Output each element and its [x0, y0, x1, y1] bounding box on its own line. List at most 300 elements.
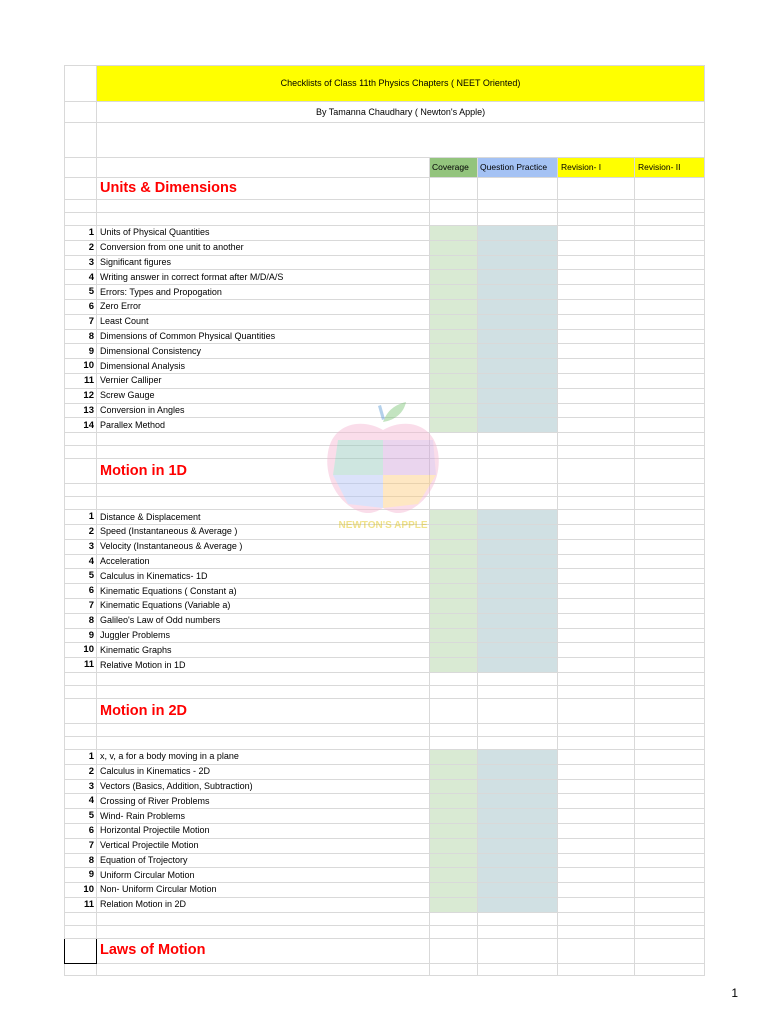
item-number: 13 [65, 403, 97, 418]
revision-1-cell[interactable] [558, 569, 635, 584]
question-practice-cell[interactable] [478, 598, 558, 613]
coverage-cell[interactable] [430, 373, 478, 388]
revision-2-cell[interactable] [635, 240, 705, 255]
empty-cell[interactable] [558, 912, 635, 925]
revision-1-cell[interactable] [558, 418, 635, 433]
empty-cell[interactable] [430, 484, 478, 497]
empty-cell[interactable] [65, 200, 97, 213]
revision-1-cell[interactable] [558, 809, 635, 824]
empty-cell[interactable] [478, 213, 558, 226]
revision-1-cell[interactable] [558, 613, 635, 628]
empty-cell[interactable] [430, 685, 478, 698]
item-topic: Speed (Instantaneous & Average ) [97, 524, 430, 539]
revision-2-cell[interactable] [635, 764, 705, 779]
revision-1-cell[interactable] [558, 749, 635, 764]
empty-cell[interactable] [65, 484, 97, 497]
question-practice-cell[interactable] [478, 643, 558, 658]
empty-cell[interactable] [430, 672, 478, 685]
revision-1-cell[interactable] [558, 764, 635, 779]
empty-cell[interactable] [635, 433, 705, 446]
item-topic: Non- Uniform Circular Motion [97, 883, 430, 898]
empty-cell[interactable] [97, 497, 430, 510]
empty-cell[interactable] [635, 497, 705, 510]
revision-2-cell[interactable] [635, 628, 705, 643]
question-practice-cell[interactable] [478, 554, 558, 569]
item-number: 5 [65, 809, 97, 824]
revision-1-cell[interactable] [558, 285, 635, 300]
revision-2-cell[interactable] [635, 510, 705, 525]
empty-cell[interactable] [558, 200, 635, 213]
empty-cell[interactable] [558, 685, 635, 698]
revision-2-cell[interactable] [635, 838, 705, 853]
question-practice-cell[interactable] [478, 359, 558, 374]
revision-1-cell[interactable] [558, 823, 635, 838]
revision-2-cell[interactable] [635, 613, 705, 628]
question-practice-cell[interactable] [478, 329, 558, 344]
empty-cell[interactable] [97, 433, 430, 446]
empty-cell[interactable] [478, 178, 558, 200]
item-number: 2 [65, 764, 97, 779]
coverage-cell[interactable] [430, 658, 478, 673]
revision-2-cell[interactable] [635, 868, 705, 883]
question-practice-cell[interactable] [478, 658, 558, 673]
revision-1-cell[interactable] [558, 628, 635, 643]
coverage-cell[interactable] [430, 569, 478, 584]
revision-2-cell[interactable] [635, 584, 705, 599]
empty-cell[interactable] [430, 178, 478, 200]
coverage-cell[interactable] [430, 779, 478, 794]
empty-cell[interactable] [635, 925, 705, 938]
empty-cell[interactable] [97, 484, 430, 497]
revision-2-cell[interactable] [635, 403, 705, 418]
question-practice-cell[interactable] [478, 883, 558, 898]
empty-cell[interactable] [635, 685, 705, 698]
question-practice-cell[interactable] [478, 838, 558, 853]
item-topic: Units of Physical Quantities [97, 226, 430, 241]
revision-1-cell[interactable] [558, 403, 635, 418]
revision-2-cell[interactable] [635, 809, 705, 824]
empty-cell[interactable] [635, 446, 705, 459]
empty-cell[interactable] [478, 938, 558, 963]
revision-1-cell[interactable] [558, 868, 635, 883]
coverage-cell[interactable] [430, 613, 478, 628]
empty-cell[interactable] [635, 938, 705, 963]
empty-cell[interactable] [635, 213, 705, 226]
empty-cell[interactable] [65, 123, 97, 158]
blank-row [65, 925, 705, 938]
empty-cell[interactable] [430, 446, 478, 459]
revision-2-cell[interactable] [635, 329, 705, 344]
empty-cell[interactable] [635, 736, 705, 749]
empty-cell[interactable] [430, 200, 478, 213]
coverage-cell[interactable] [430, 794, 478, 809]
coverage-cell[interactable] [430, 598, 478, 613]
revision-2-cell[interactable] [635, 373, 705, 388]
empty-cell[interactable] [558, 963, 635, 975]
empty-cell[interactable] [558, 459, 635, 484]
revision-1-cell[interactable] [558, 344, 635, 359]
empty-cell[interactable] [97, 925, 430, 938]
question-practice-cell[interactable] [478, 255, 558, 270]
revision-2-cell[interactable] [635, 524, 705, 539]
empty-cell[interactable] [65, 912, 97, 925]
revision-1-cell[interactable] [558, 299, 635, 314]
empty-cell[interactable] [65, 158, 97, 178]
revision-1-cell[interactable] [558, 524, 635, 539]
empty-cell[interactable] [97, 123, 705, 158]
coverage-cell[interactable] [430, 329, 478, 344]
item-number: 7 [65, 838, 97, 853]
revision-2-cell[interactable] [635, 883, 705, 898]
item-number: 2 [65, 240, 97, 255]
revision-2-cell[interactable] [635, 226, 705, 241]
empty-cell[interactable] [558, 433, 635, 446]
item-topic: x, v, a for a body moving in a plane [97, 749, 430, 764]
question-practice-cell[interactable] [478, 779, 558, 794]
empty-cell[interactable] [430, 925, 478, 938]
empty-cell[interactable] [558, 736, 635, 749]
revision-2-cell[interactable] [635, 779, 705, 794]
coverage-cell[interactable] [430, 299, 478, 314]
question-practice-cell[interactable] [478, 628, 558, 643]
revision-2-cell[interactable] [635, 823, 705, 838]
question-practice-cell[interactable] [478, 569, 558, 584]
empty-cell[interactable] [478, 446, 558, 459]
question-practice-cell[interactable] [478, 539, 558, 554]
empty-cell[interactable] [635, 912, 705, 925]
revision-1-column-header[interactable]: Revision- I [558, 158, 635, 178]
empty-cell[interactable] [635, 723, 705, 736]
coverage-cell[interactable] [430, 897, 478, 912]
empty-cell[interactable] [430, 497, 478, 510]
empty-cell[interactable] [558, 698, 635, 723]
empty-cell[interactable] [478, 912, 558, 925]
blank-row [65, 912, 705, 925]
empty-cell[interactable] [97, 723, 430, 736]
revision-1-cell[interactable] [558, 779, 635, 794]
empty-cell[interactable] [558, 178, 635, 200]
revision-1-cell[interactable] [558, 388, 635, 403]
item-topic: Uniform Circular Motion [97, 868, 430, 883]
coverage-cell[interactable] [430, 226, 478, 241]
coverage-cell[interactable] [430, 359, 478, 374]
coverage-cell[interactable] [430, 539, 478, 554]
empty-cell[interactable] [558, 938, 635, 963]
revision-2-cell[interactable] [635, 285, 705, 300]
revision-2-column-header[interactable]: Revision- II [635, 158, 705, 178]
question-practice-cell[interactable] [478, 299, 558, 314]
revision-1-cell[interactable] [558, 643, 635, 658]
checklist-row [65, 510, 705, 525]
coverage-cell[interactable] [430, 388, 478, 403]
empty-cell[interactable] [478, 723, 558, 736]
coverage-cell[interactable] [430, 403, 478, 418]
coverage-cell[interactable] [430, 764, 478, 779]
empty-cell[interactable] [558, 672, 635, 685]
revision-1-cell[interactable] [558, 510, 635, 525]
question-practice-cell[interactable] [478, 584, 558, 599]
empty-cell[interactable] [65, 925, 97, 938]
item-number: 4 [65, 794, 97, 809]
empty-cell[interactable] [430, 698, 478, 723]
revision-2-cell[interactable] [635, 299, 705, 314]
checklist-row [65, 569, 705, 584]
empty-cell[interactable] [65, 938, 97, 963]
coverage-cell[interactable] [430, 285, 478, 300]
revision-2-cell[interactable] [635, 388, 705, 403]
item-number: 11 [65, 373, 97, 388]
revision-1-cell[interactable] [558, 554, 635, 569]
revision-2-cell[interactable] [635, 539, 705, 554]
revision-2-cell[interactable] [635, 658, 705, 673]
revision-2-cell[interactable] [635, 794, 705, 809]
empty-cell[interactable] [635, 459, 705, 484]
question-practice-cell[interactable] [478, 764, 558, 779]
empty-cell[interactable] [635, 200, 705, 213]
question-practice-cell[interactable] [478, 794, 558, 809]
revision-2-cell[interactable] [635, 359, 705, 374]
section-title-row [65, 178, 705, 200]
revision-1-cell[interactable] [558, 658, 635, 673]
empty-cell[interactable] [65, 433, 97, 446]
coverage-cell[interactable] [430, 838, 478, 853]
revision-1-cell[interactable] [558, 329, 635, 344]
empty-cell[interactable] [478, 698, 558, 723]
revision-1-cell[interactable] [558, 853, 635, 868]
revision-1-cell[interactable] [558, 584, 635, 599]
empty-cell[interactable] [430, 723, 478, 736]
empty-cell[interactable] [97, 213, 430, 226]
empty-cell[interactable] [65, 497, 97, 510]
empty-cell[interactable] [635, 672, 705, 685]
section-title: Motion in 1D [97, 459, 430, 484]
revision-2-cell[interactable] [635, 853, 705, 868]
empty-cell[interactable] [65, 963, 97, 975]
empty-cell[interactable] [430, 459, 478, 484]
empty-cell[interactable] [65, 459, 97, 484]
question-practice-cell[interactable] [478, 344, 558, 359]
coverage-cell[interactable] [430, 628, 478, 643]
empty-cell[interactable] [65, 736, 97, 749]
coverage-cell[interactable] [430, 749, 478, 764]
revision-2-cell[interactable] [635, 314, 705, 329]
item-topic: Horizontal Projectile Motion [97, 823, 430, 838]
empty-cell[interactable] [635, 698, 705, 723]
coverage-cell[interactable] [430, 524, 478, 539]
empty-cell[interactable] [558, 723, 635, 736]
checklist-row [65, 554, 705, 569]
revision-1-cell[interactable] [558, 838, 635, 853]
revision-2-cell[interactable] [635, 255, 705, 270]
question-practice-cell[interactable] [478, 403, 558, 418]
checklist-row [65, 749, 705, 764]
item-number: 1 [65, 226, 97, 241]
item-topic: Conversion from one unit to another [97, 240, 430, 255]
question-practice-cell[interactable] [478, 270, 558, 285]
revision-2-cell[interactable] [635, 643, 705, 658]
item-topic: Vectors (Basics, Addition, Subtraction) [97, 779, 430, 794]
empty-cell[interactable] [97, 672, 430, 685]
revision-1-cell[interactable] [558, 270, 635, 285]
blank-row [65, 672, 705, 685]
item-number: 4 [65, 554, 97, 569]
revision-1-cell[interactable] [558, 598, 635, 613]
page-title: Checklists of Class 11th Physics Chapters ( NEET Oriented) [97, 66, 705, 102]
empty-cell[interactable] [430, 213, 478, 226]
question-practice-cell[interactable] [478, 240, 558, 255]
coverage-column-header[interactable]: Coverage [430, 158, 478, 178]
item-number: 7 [65, 314, 97, 329]
question-practice-cell[interactable] [478, 373, 558, 388]
coverage-cell[interactable] [430, 344, 478, 359]
empty-cell[interactable] [65, 685, 97, 698]
revision-2-cell[interactable] [635, 598, 705, 613]
revision-1-cell[interactable] [558, 226, 635, 241]
question-practice-column-header[interactable]: Question Practice [478, 158, 558, 178]
empty-cell[interactable] [97, 736, 430, 749]
coverage-cell[interactable] [430, 809, 478, 824]
empty-cell[interactable] [635, 963, 705, 975]
revision-2-cell[interactable] [635, 418, 705, 433]
empty-cell[interactable] [478, 459, 558, 484]
question-practice-cell[interactable] [478, 388, 558, 403]
empty-cell[interactable] [635, 178, 705, 200]
question-practice-cell[interactable] [478, 853, 558, 868]
item-topic: Relation Motion in 2D [97, 897, 430, 912]
question-practice-cell[interactable] [478, 418, 558, 433]
question-practice-cell[interactable] [478, 613, 558, 628]
subtitle-row [65, 102, 705, 123]
coverage-cell[interactable] [430, 643, 478, 658]
coverage-cell[interactable] [430, 883, 478, 898]
coverage-cell[interactable] [430, 314, 478, 329]
revision-1-cell[interactable] [558, 373, 635, 388]
empty-cell[interactable] [430, 963, 478, 975]
empty-cell[interactable] [97, 685, 430, 698]
item-number: 6 [65, 584, 97, 599]
question-practice-cell[interactable] [478, 809, 558, 824]
empty-cell[interactable] [558, 925, 635, 938]
revision-2-cell[interactable] [635, 554, 705, 569]
empty-cell[interactable] [558, 497, 635, 510]
empty-cell[interactable] [478, 672, 558, 685]
row-number-cell[interactable] [65, 102, 97, 123]
empty-cell[interactable] [65, 672, 97, 685]
empty-cell[interactable] [478, 497, 558, 510]
empty-cell[interactable] [478, 963, 558, 975]
empty-cell[interactable] [97, 200, 430, 213]
empty-cell[interactable] [65, 213, 97, 226]
empty-cell[interactable] [65, 178, 97, 200]
empty-cell[interactable] [478, 925, 558, 938]
item-number: 14 [65, 418, 97, 433]
question-practice-cell[interactable] [478, 823, 558, 838]
revision-2-cell[interactable] [635, 344, 705, 359]
empty-cell[interactable] [97, 446, 430, 459]
item-topic: Screw Gauge [97, 388, 430, 403]
empty-cell[interactable] [478, 736, 558, 749]
question-practice-cell[interactable] [478, 314, 558, 329]
item-number: 8 [65, 613, 97, 628]
title-row [65, 66, 705, 102]
empty-cell[interactable] [558, 446, 635, 459]
coverage-cell[interactable] [430, 418, 478, 433]
empty-cell[interactable] [430, 938, 478, 963]
revision-2-cell[interactable] [635, 569, 705, 584]
item-number: 3 [65, 779, 97, 794]
question-practice-cell[interactable] [478, 749, 558, 764]
empty-cell[interactable] [430, 433, 478, 446]
item-number: 3 [65, 539, 97, 554]
question-practice-cell[interactable] [478, 226, 558, 241]
coverage-cell[interactable] [430, 823, 478, 838]
checklist-row [65, 418, 705, 433]
coverage-cell[interactable] [430, 510, 478, 525]
revision-1-cell[interactable] [558, 359, 635, 374]
empty-cell[interactable] [478, 685, 558, 698]
revision-1-cell[interactable] [558, 255, 635, 270]
empty-cell[interactable] [65, 723, 97, 736]
item-number: 12 [65, 388, 97, 403]
revision-1-cell[interactable] [558, 794, 635, 809]
revision-1-cell[interactable] [558, 883, 635, 898]
empty-cell[interactable] [97, 912, 430, 925]
empty-cell[interactable] [97, 158, 430, 178]
empty-cell[interactable] [478, 433, 558, 446]
question-practice-cell[interactable] [478, 524, 558, 539]
empty-cell[interactable] [478, 200, 558, 213]
revision-1-cell[interactable] [558, 897, 635, 912]
question-practice-cell[interactable] [478, 510, 558, 525]
revision-2-cell[interactable] [635, 897, 705, 912]
empty-cell[interactable] [430, 912, 478, 925]
coverage-cell[interactable] [430, 255, 478, 270]
revision-2-cell[interactable] [635, 270, 705, 285]
empty-cell[interactable] [65, 446, 97, 459]
question-practice-cell[interactable] [478, 868, 558, 883]
coverage-cell[interactable] [430, 270, 478, 285]
blank-row [65, 736, 705, 749]
empty-cell[interactable] [558, 484, 635, 497]
revision-1-cell[interactable] [558, 240, 635, 255]
coverage-cell[interactable] [430, 554, 478, 569]
coverage-cell[interactable] [430, 584, 478, 599]
empty-cell[interactable] [430, 736, 478, 749]
empty-cell[interactable] [635, 484, 705, 497]
empty-cell[interactable] [65, 698, 97, 723]
checklist-row [65, 853, 705, 868]
coverage-cell[interactable] [430, 868, 478, 883]
empty-cell[interactable] [97, 963, 430, 975]
checklist-sheet [64, 65, 705, 976]
revision-1-cell[interactable] [558, 314, 635, 329]
question-practice-cell[interactable] [478, 285, 558, 300]
checklist-row [65, 809, 705, 824]
empty-cell[interactable] [478, 484, 558, 497]
checklist-row [65, 373, 705, 388]
section-title: Units & Dimensions [97, 178, 430, 200]
empty-cell[interactable] [558, 213, 635, 226]
coverage-cell[interactable] [430, 240, 478, 255]
item-topic: Wind- Rain Problems [97, 809, 430, 824]
row-number-cell[interactable] [65, 66, 97, 102]
item-topic: Calculus in Kinematics- 1D [97, 569, 430, 584]
coverage-cell[interactable] [430, 853, 478, 868]
checklist-row [65, 868, 705, 883]
revision-2-cell[interactable] [635, 749, 705, 764]
revision-1-cell[interactable] [558, 539, 635, 554]
question-practice-cell[interactable] [478, 897, 558, 912]
